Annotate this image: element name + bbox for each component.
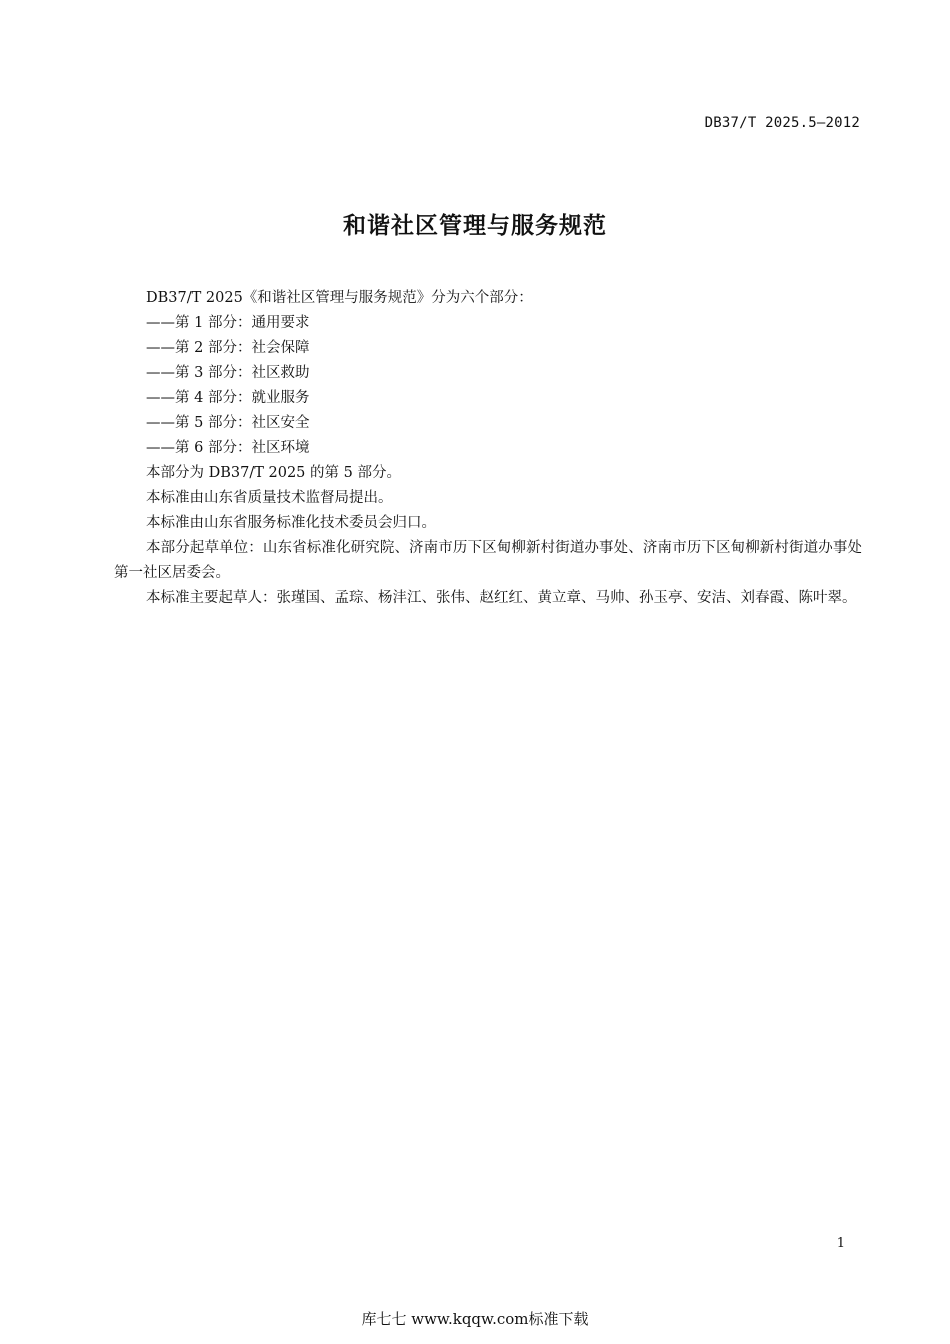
this-part-statement: 本部分为 DB37/T 2025 的第 5 部分。 bbox=[146, 465, 401, 481]
part-list-item: ——第 2 部分：社会保障 bbox=[146, 340, 310, 356]
drafting-units-paragraph: 本部分起草单位：山东省标准化研究院、济南市历下区甸柳新村街道办事处、济南市历下区甸柳新村街道办事处第一社区居委会。 bbox=[114, 540, 862, 581]
part-list-item: ——第 3 部分：社区救助 bbox=[146, 365, 310, 381]
drafters-paragraph: 本标准主要起草人：张瑾国、孟琮、杨沣江、张伟、赵红红、黄立章、马帅、孙玉亭、安洁、刘春霞、陈叶翠。 bbox=[146, 590, 857, 606]
part-list-item: ——第 4 部分：就业服务 bbox=[146, 390, 310, 406]
part-list-item: ——第 6 部分：社区环境 bbox=[146, 440, 310, 456]
proposed-by-statement: 本标准由山东省质量技术监督局提出。 bbox=[146, 490, 393, 506]
page-number: 1 bbox=[836, 1236, 845, 1251]
intro-paragraph: DB37/T 2025《和谐社区管理与服务规范》分为六个部分： bbox=[146, 290, 533, 306]
part-list-item: ——第 1 部分：通用要求 bbox=[146, 315, 310, 331]
part-list-item: ——第 5 部分：社区安全 bbox=[146, 415, 310, 431]
standard-code: DB37/T 2025.5—2012 bbox=[704, 115, 860, 131]
foreword-body bbox=[114, 286, 862, 611]
footer-watermark: 库七七 www.kqqw.com标准下载 bbox=[361, 1310, 589, 1328]
managed-by-statement: 本标准由山东省服务标准化技术委员会归口。 bbox=[146, 515, 436, 531]
document-title: 和谐社区管理与服务规范 bbox=[343, 213, 607, 239]
